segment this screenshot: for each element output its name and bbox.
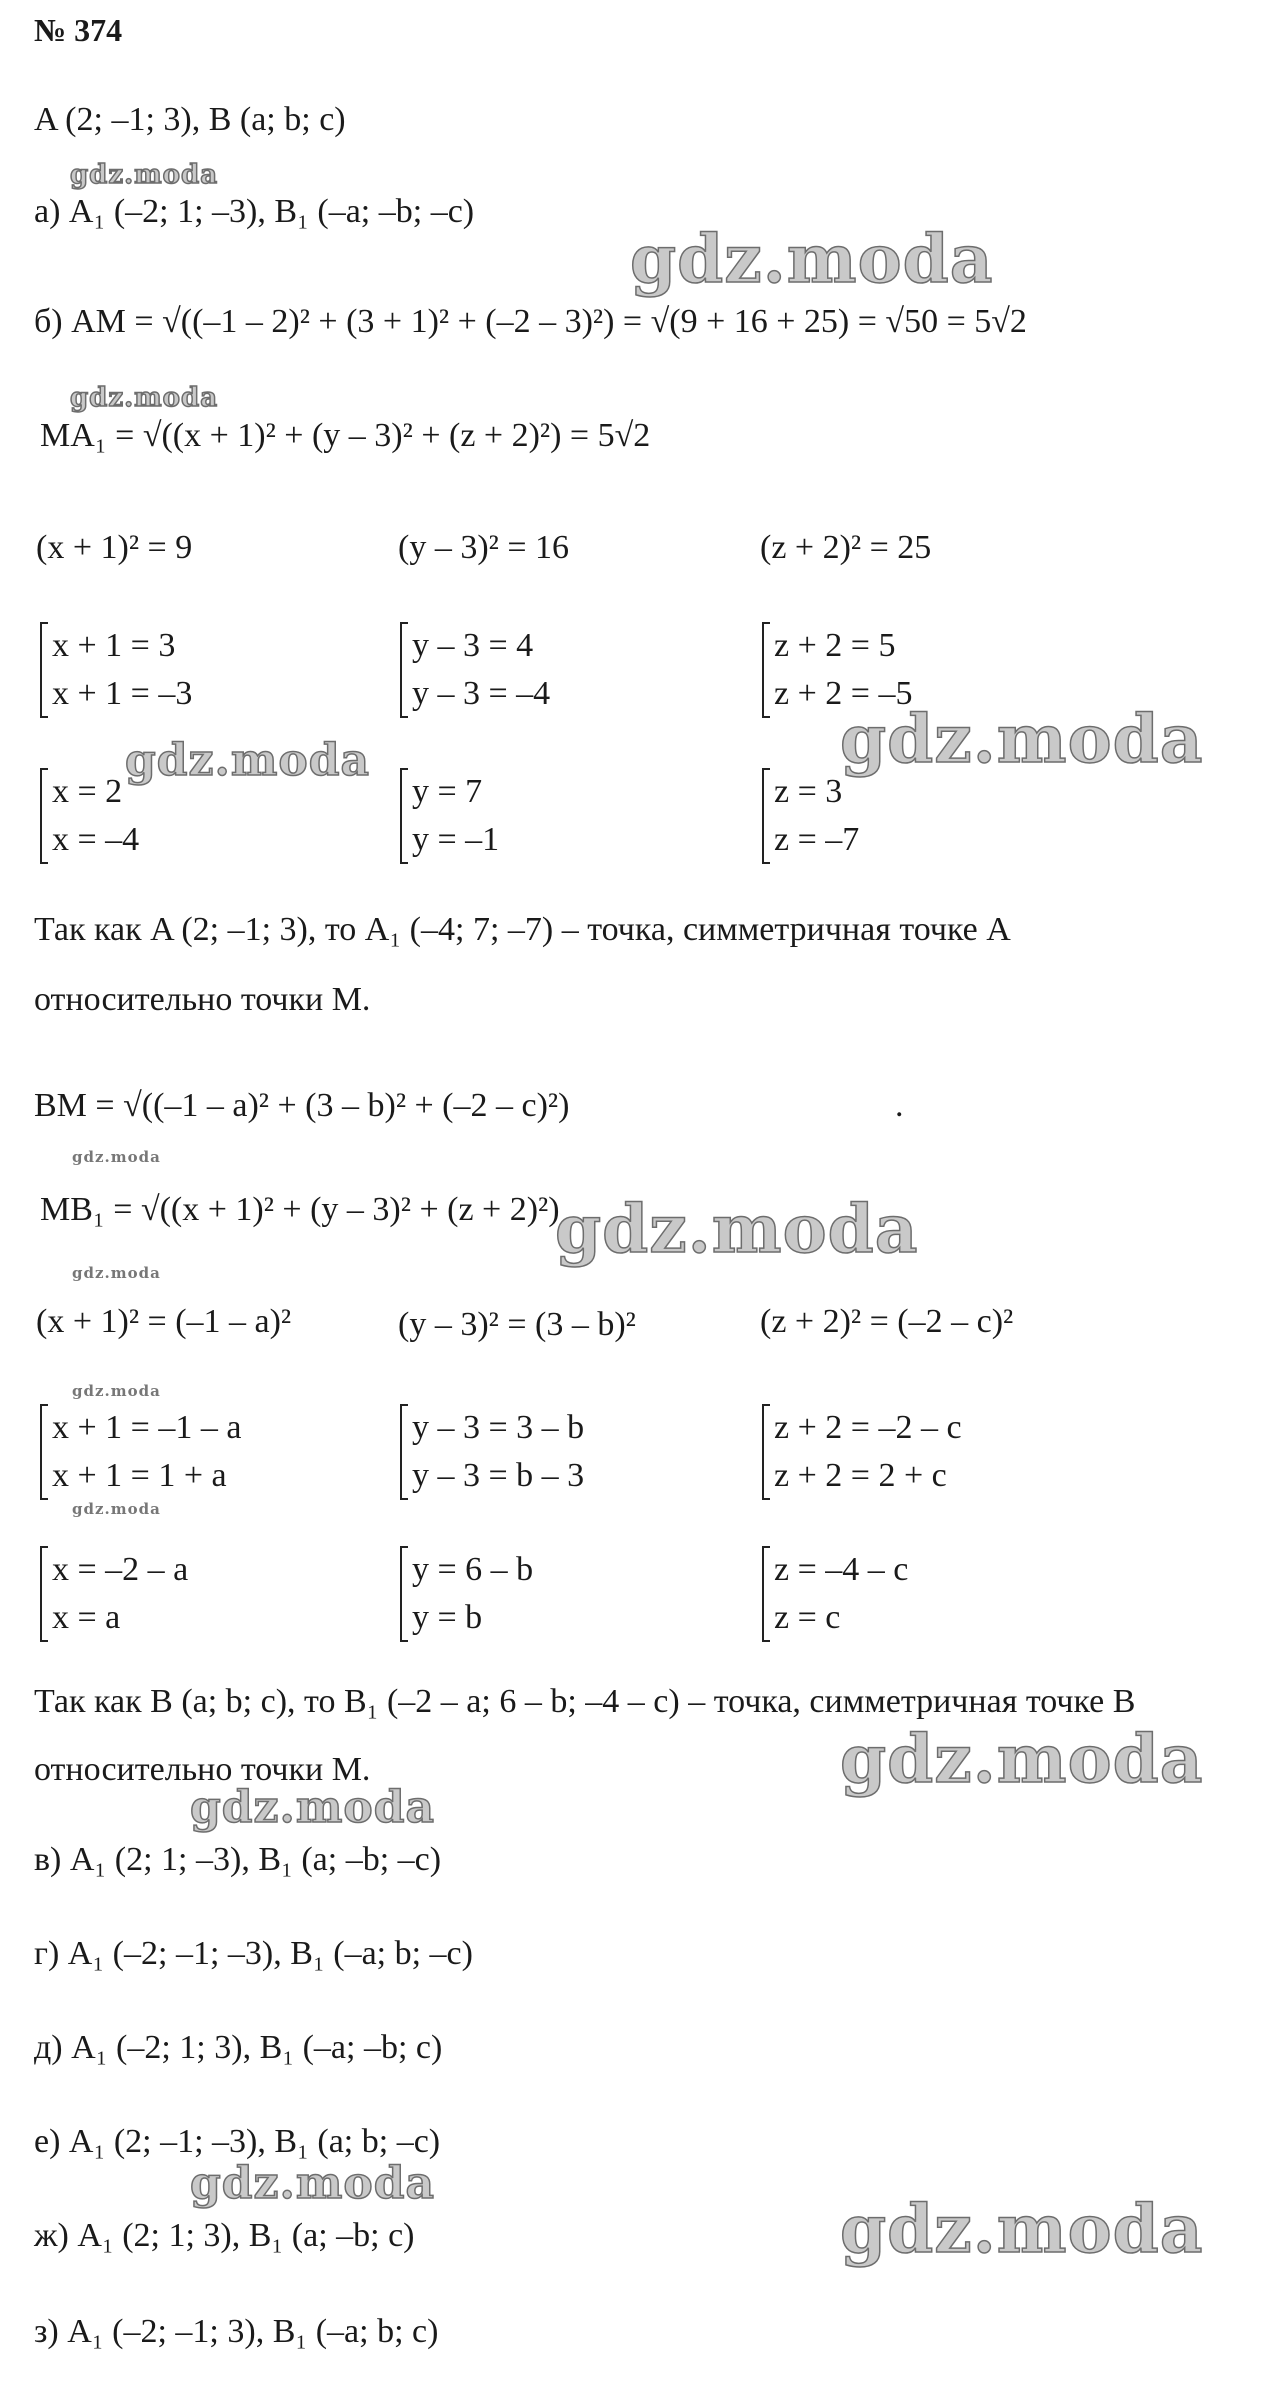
system-line: z = –4 – c [774,1551,909,1588]
system-line: z = 3 [774,773,843,810]
part-a [34,192,474,232]
system-line: x = 2 [52,773,123,810]
system-line: y – 3 = –4 [412,675,551,712]
system-line: z = c [774,1599,841,1636]
ma1-equation: MA₁ = √((x + 1)² + (y – 3)² + (z + 2)²) = 5√2 [40,417,651,454]
system-z-2 [762,768,859,864]
part-v: в) A₁ (2; 1; –3), B₁ (a; –b; –c) [34,1841,442,1878]
watermark: gdz.moda [840,2190,1204,2268]
system-x-4 [40,1546,188,1642]
problem-number: № 374 [34,12,123,48]
watermark: gdz.moda [70,160,219,190]
system-line: x + 1 = 3 [52,627,176,664]
watermark: gdz.moda [190,2158,436,2209]
watermark: gdz.moda [555,1190,919,1268]
system-line: y – 3 = 4 [412,627,534,664]
part-z: з) A₁ (–2; –1; 3), B₁ (–a; b; c) [34,2313,439,2350]
part-b-am: б) AM = √((–1 – 2)² + (3 + 1)² + (–2 – 3)²) = √(9 + 16 + 25) = √50 = 5√2 [34,303,1027,340]
eq1-y: (y – 3)² = 16 [398,529,570,566]
watermark: gdz.moda [72,1148,161,1166]
system-z-4 [762,1546,908,1642]
eq2-y: (y – 3)² = (3 – b)² [398,1306,636,1343]
watermark: gdz.moda [125,735,371,786]
system-y-3 [400,1404,584,1500]
watermark: gdz.moda [190,1782,436,1833]
system-line: z + 2 = 5 [774,627,896,664]
given-points: A (2; –1; 3), B (a; b; c) [34,101,346,138]
watermark: gdz.moda [840,700,1204,778]
system-y-2 [400,768,499,864]
mb1-equation: MB₁ = √((x + 1)² + (y – 3)² + (z + 2)²) [40,1191,560,1228]
system-line: x = a [52,1599,121,1636]
system-line: y – 3 = 3 – b [412,1409,585,1446]
conclusion-b-line1: Так как B (a; b; c), то B₁ (–2 – a; 6 – b; –4 – c) – точка, симметричная точке B [34,1683,1136,1720]
eq1-x: (x + 1)² = 9 [36,529,193,566]
part-e: е) A₁ (2; –1; –3), B₁ (a; b; –c) [34,2123,441,2160]
system-x-1 [40,622,192,718]
eq2-z: (z + 2)² = (–2 – c)² [760,1303,1014,1340]
conclusion-b-line2: относительно точки M. [34,1751,371,1788]
watermark: gdz.moda [840,1720,1204,1798]
system-line: x + 1 = 1 + a [52,1457,227,1494]
system-line: y = b [412,1599,483,1636]
system-line: z = –7 [774,821,860,858]
part-d: д) A₁ (–2; 1; 3), B₁ (–a; –b; c) [34,2029,443,2066]
part-a-text: A₁ (–2; 1; –3), B₁ (–a; –b; –c) [68,193,475,230]
system-z-3 [762,1404,962,1500]
system-line: y = 7 [412,773,483,810]
eq1-z: (z + 2)² = 25 [760,529,932,566]
system-line: x + 1 = –1 – a [52,1409,242,1446]
part-g: г) A₁ (–2; –1; –3), B₁ (–a; b; –c) [34,1935,473,1972]
bm-equation: BM = √((–1 – a)² + (3 – b)² + (–2 – c)²) [34,1087,570,1124]
system-y-4 [400,1546,533,1642]
bm-dot: . [895,1087,904,1124]
system-line: y – 3 = b – 3 [412,1457,585,1494]
system-line: x = –4 [52,821,140,858]
part-zh: ж) A₁ (2; 1; 3), B₁ (a; –b; c) [34,2217,415,2254]
conclusion-a-line2: относительно точки M. [34,981,371,1018]
watermark: gdz.moda [72,1500,161,1518]
system-line: x + 1 = –3 [52,675,193,712]
system-line: z + 2 = –5 [774,675,913,712]
system-y-1 [400,622,550,718]
watermark: gdz.moda [72,1382,161,1400]
system-line: z + 2 = –2 – c [774,1409,962,1446]
conclusion-a-line1: Так как A (2; –1; 3), то A₁ (–4; 7; –7) – точка, симметричная точке A [34,911,1011,948]
watermark: gdz.moda [630,220,994,298]
eq2-x: (x + 1)² = (–1 – a)² [36,1303,292,1340]
watermark: gdz.moda [70,383,219,413]
system-line: z + 2 = 2 + c [774,1457,947,1494]
part-a-label: а) [34,193,69,230]
system-line: y = 6 – b [412,1551,534,1588]
system-x-3 [40,1404,241,1500]
system-line: y = –1 [412,821,500,858]
system-line: x = –2 – a [52,1551,189,1588]
watermark: gdz.moda [72,1264,161,1282]
